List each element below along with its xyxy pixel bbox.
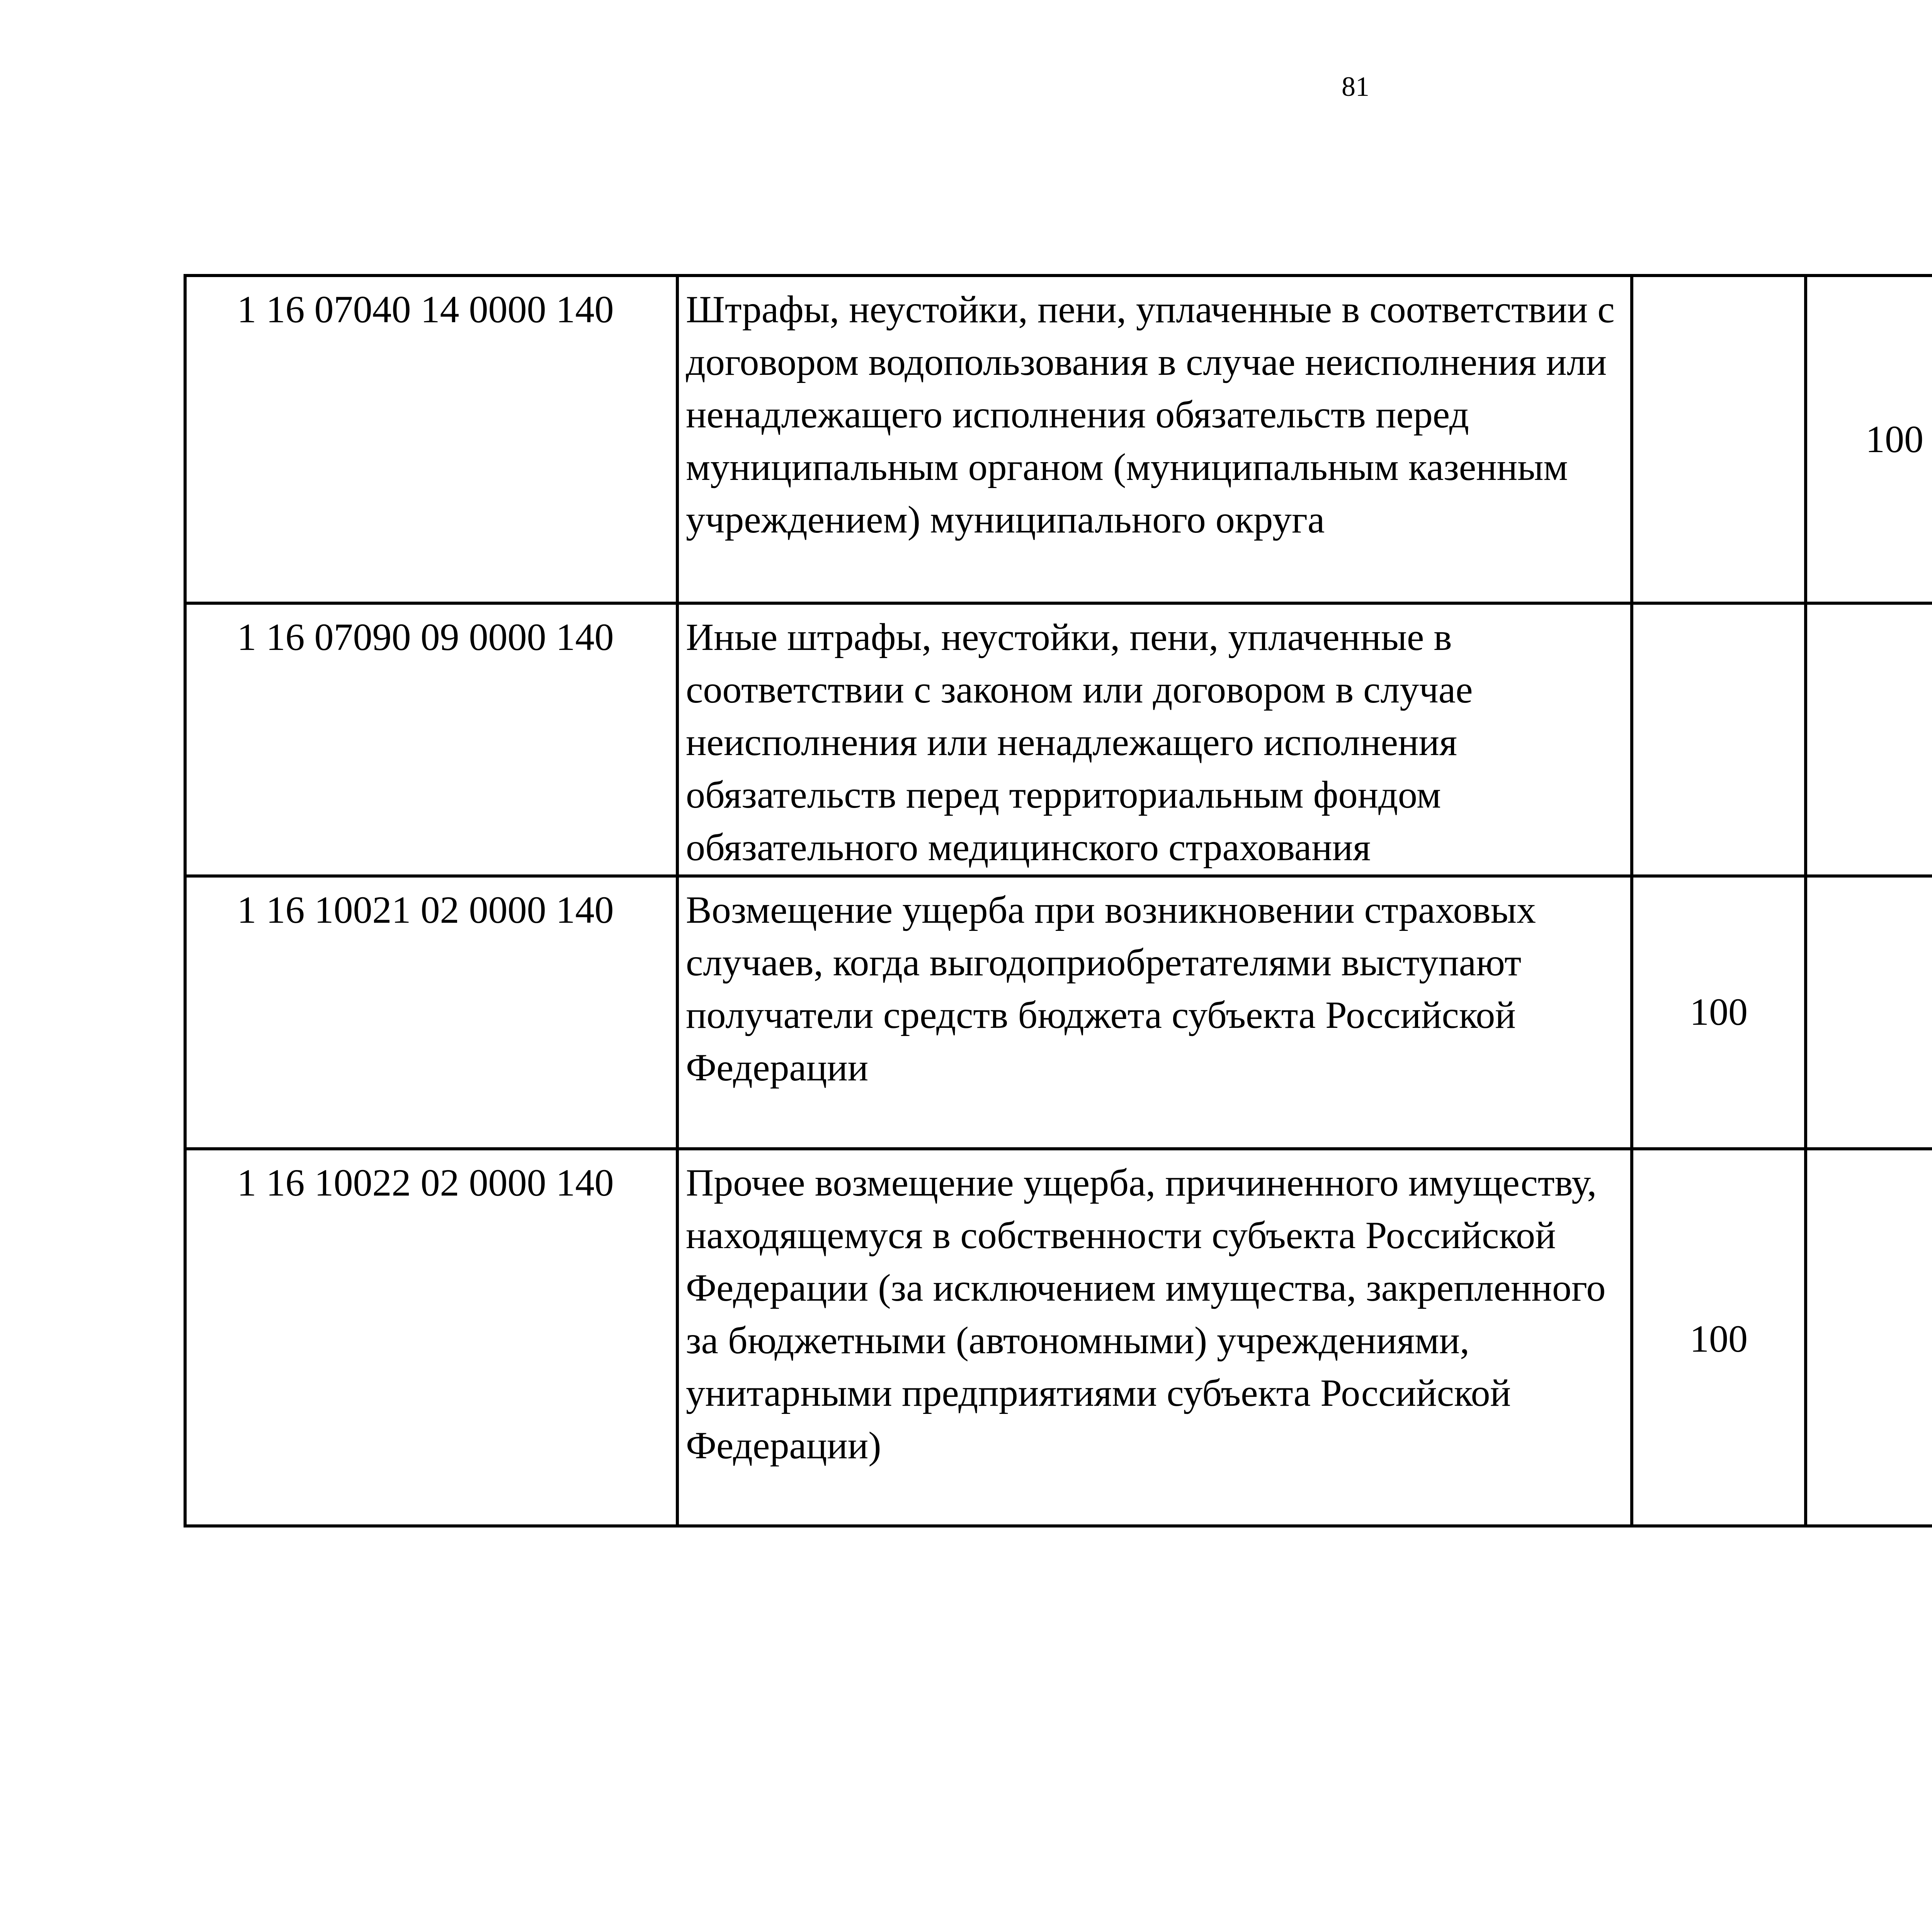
income-name: Иные штрафы, неустойки, пени, уплаченные в соответствии с законом или договором в случае неисполнения или ненадлежащего исполнения обязательств перед территориальным фондом обязательного медицинского страхования [677, 603, 1632, 876]
revenue-distribution-table [184, 274, 1932, 1527]
income-name: Штрафы, неустойки, пени, уплаченные в соответствии с договором водопользования в случае неисполнения или ненадлежащего исполнения обязательств перед муниципальным органом (муниципальным казенным учреждением) муниципального округа [677, 276, 1632, 603]
table-row [185, 603, 1932, 876]
table-row [185, 276, 1932, 603]
value-cell-col-1 [1632, 603, 1806, 876]
income-code: 1 16 07090 09 0000 140 [185, 603, 677, 876]
income-name: Возмещение ущерба при возникновении страховых случаев, когда выгодоприобретателями выступают получатели средств бюджета субъекта Российской Федерации [677, 876, 1632, 1149]
page-number: 81 [1342, 71, 1369, 102]
value-cell-col-2: 100 [1806, 276, 1932, 603]
table-row [185, 1149, 1932, 1526]
income-code: 1 16 10021 02 0000 140 [185, 876, 677, 1149]
value-cell-col-1: 100 [1632, 1149, 1806, 1526]
table-row [185, 876, 1932, 1149]
value-cell-col-2 [1806, 876, 1932, 1149]
value-cell-col-1 [1632, 276, 1806, 603]
income-name: Прочее возмещение ущерба, причиненного имуществу, находящемуся в собственности субъекта Российской Федерации (за исключением имущества, закрепленного за бюджетными (автономными) учреждениями, унитарными предприятиями субъекта Российской Федерации) [677, 1149, 1632, 1526]
value-cell-col-1: 100 [1632, 876, 1806, 1149]
income-code: 1 16 10022 02 0000 140 [185, 1149, 677, 1526]
value-cell-col-2 [1806, 603, 1932, 876]
value-cell-col-2 [1806, 1149, 1932, 1526]
income-code: 1 16 07040 14 0000 140 [185, 276, 677, 603]
